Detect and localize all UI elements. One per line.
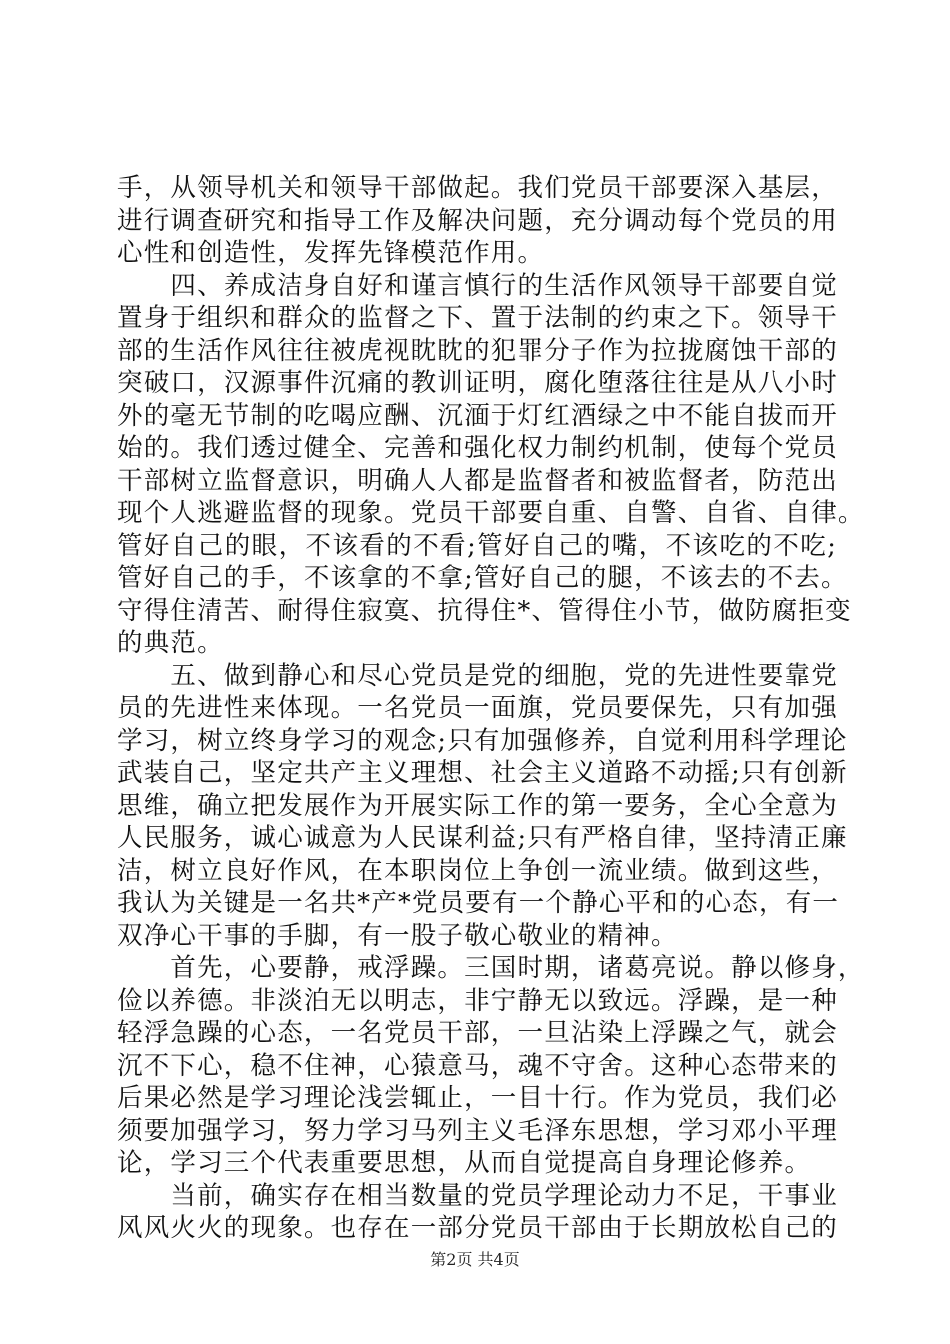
text-line: 洁，树立良好作风，在本职岗位上争创一流业绩。做到这些，: [117, 855, 838, 886]
text-line: 员的先进性来体现。一名党员一面旗，党员要保先，只有加强: [117, 693, 838, 723]
page-footer: 第2页 共4页: [430, 1250, 520, 1269]
text-line: 武装自己，坚定共产主义理想、社会主义道路不动摇;只有创新: [117, 758, 848, 788]
text-line: 学习，树立终身学习的观念;只有加强修养，自觉利用科学理论: [117, 725, 848, 756]
text-line: 进行调查研究和指导工作及解决问题，充分调动每个党员的用: [117, 205, 838, 236]
text-line: 干部树立监督意识，明确人人都是监督者和被监督者，防范出: [117, 465, 838, 496]
text-line: 手，从领导机关和领导干部做起。我们党员干部要深入基层，: [117, 173, 838, 203]
text-line: 思维，确立把发展作为开展实际工作的第一要务，全心全意为: [117, 790, 838, 821]
text-line: 四、养成洁身自好和谨言慎行的生活作风领导干部要自觉: [117, 270, 838, 301]
text-line: 突破口，汉源事件沉痛的教训证明，腐化堕落往往是从八小时: [117, 368, 838, 398]
text-line: 外的毫无节制的吃喝应酬、沉湎于灯红酒绿之中不能自拔而开: [117, 400, 838, 431]
text-line: 心性和创造性，发挥先锋模范作用。: [117, 238, 545, 268]
text-line: 现个人逃避监督的现象。党员干部要自重、自警、自省、自律。: [117, 498, 865, 528]
text-line: 管好自己的眼，不该看的不看;管好自己的嘴，不该吃的不吃;: [117, 530, 837, 561]
text-line: 五、做到静心和尽心党员是党的细胞，党的先进性要靠党: [117, 660, 838, 691]
body-text: [117, 172, 865, 1245]
text-line: 置身于组织和群众的监督之下、置于法制的约束之下。领导干: [117, 303, 838, 333]
text-line: 始的。我们透过健全、完善和强化权力制约机制，使每个党员: [117, 433, 838, 463]
text-line: 管好自己的手，不该拿的不拿;管好自己的腿，不该去的不去。: [117, 563, 848, 593]
text-line: 首先，心要静，戒浮躁。三国时期，诸葛亮说。静以修身，: [117, 953, 865, 983]
text-line: 我认为关键是一名共*产*党员要有一个静心平和的心态，有一: [117, 888, 840, 918]
text-line: 人民服务，诚心诚意为人民谋利益;只有严格自律，坚持清正廉: [117, 823, 848, 853]
text-line: 风风火火的现象。也存在一部分党员干部由于长期放松自己的: [117, 1213, 838, 1243]
text-line: 守得住清苦、耐得住寂寞、抗得住*、管得住小节，做防腐拒变: [117, 595, 852, 626]
text-line: 沉不下心，稳不住神，心猿意马，魂不守舍。这种心态带来的: [117, 1050, 838, 1081]
text-line: 部的生活作风往往被虎视眈眈的犯罪分子作为拉拢腐蚀干部的: [117, 335, 838, 366]
text-line: 论，学习三个代表重要思想，从而自觉提高自身理论修养。: [117, 1148, 812, 1178]
text-line: 双净心干事的手脚，有一股子敬心敬业的精神。: [117, 920, 678, 951]
text-line: 俭以养德。非淡泊无以明志，非宁静无以致远。浮躁，是一种: [117, 985, 838, 1016]
text-line: 轻浮急躁的心态，一名党员干部，一旦沾染上浮躁之气，就会: [117, 1018, 838, 1048]
text-line: 当前，确实存在相当数量的党员学理论动力不足，干事业: [117, 1180, 838, 1211]
text-line: 的典范。: [117, 628, 224, 658]
text-line: 后果必然是学习理论浅尝辄止，一目十行。作为党员，我们必: [117, 1083, 838, 1113]
text-line: 须要加强学习，努力学习马列主义毛泽东思想，学习邓小平理: [117, 1115, 838, 1146]
